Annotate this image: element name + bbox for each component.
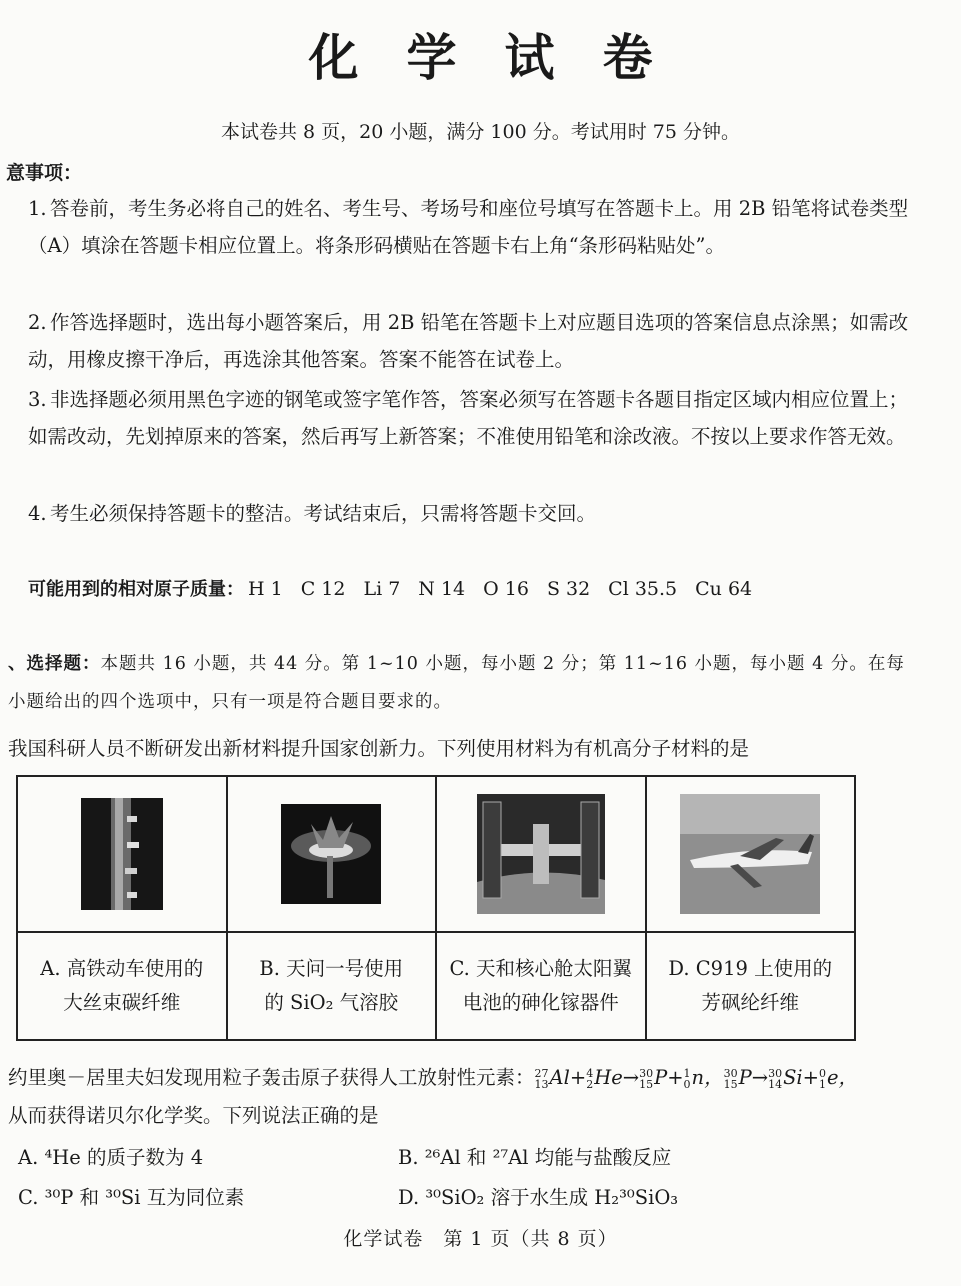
aerogel-flame-photo <box>281 804 381 904</box>
mass-li: Li 7 <box>363 578 401 600</box>
notice-item-3: 3. 非选择题必须用黑色字迹的钢笔或签字笔作答，答案必须写在答题卡各题目指定区域内相应位置上；如需改动，先划掉原来的答案，然后再写上新答案；不准使用铅笔和涂改液。不按以上要求作答无效。 <box>28 388 909 448</box>
atomic-masses-label: 可能用到的相对原子质量： <box>28 579 244 600</box>
nuclear-equation: 27 13 Al+ 4 2 He→ 30 15 P+ 1 0 n， 30 15 P→ 30 14 Si+ 0 1 e， <box>534 1066 859 1091</box>
question-2-stem-cont: 从而获得诺贝尔化学奖。下列说法正确的是 <box>8 1104 379 1127</box>
section-text: 本题共 16 小题，共 44 分。第 1~10 小题，每小题 2 分；第 11~16 小题，每小题 4 分。在每小题给出的四个选项中，只有一项是符合题目要求的。 <box>8 654 905 712</box>
mass-n: N 14 <box>418 578 466 600</box>
option-a: A. 高铁动车使用的 大丝束碳纤维 <box>17 932 227 1040</box>
page-footer: 化学试卷 第 1 页（共 8 页） <box>343 1228 618 1250</box>
section-label: 、选择题： <box>8 654 101 674</box>
question-2-option-c: C. ³⁰P 和 ³⁰Si 互为同位素 <box>18 1186 245 1209</box>
notice-item-2: 2. 作答选择题时，选出每小题答案后，用 2B 铅笔在答题卡上对应题目选项的答案信息点涂黑；如需改动，用橡皮擦干净后，再选涂其他答案。答案不能答在试卷上。 <box>28 311 909 371</box>
mass-o: O 16 <box>483 578 529 600</box>
option-b: B. 天问一号使用 的 SiO₂ 气溶胶 <box>227 932 437 1040</box>
option-c: C. 天和核心舱太阳翼 电池的砷化镓器件 <box>436 932 646 1040</box>
section-header <box>8 645 920 721</box>
mass-h: H 1 <box>248 578 283 600</box>
option-a-image-cell <box>17 776 227 932</box>
mass-s: S 32 <box>546 578 591 600</box>
notice-heading: 意事项： <box>6 162 83 184</box>
c919-airplane-photo <box>680 794 820 914</box>
question-2-option-d: D. ³⁰SiO₂ 溶于水生成 H₂³⁰SiO₃ <box>398 1186 679 1209</box>
notice-item-1: 1. 答卷前，考生务必将自己的姓名、考生号、考场号和座位号填写在答题卡上。用 2B 铅笔将试卷类型（A）填涂在答题卡相应位置上。将条形码横贴在答题卡右上角“条形码粘贴处”。 <box>28 197 909 257</box>
page-title: 化学试卷 <box>308 29 701 87</box>
option-c-image-cell <box>436 776 646 932</box>
mass-cu: Cu 64 <box>695 578 753 600</box>
question-1-options-table <box>16 775 856 1041</box>
option-b-image-cell <box>227 776 437 932</box>
atomic-masses <box>28 575 752 601</box>
question-2-stem: 约里奥－居里夫妇发现用粒子轰击原子获得人工放射性元素： 27 13 Al+ 4 2 He→ 30 15 P+ 1 0 n， 30 15 P→ 30 14 Si+ 0 1 e， <box>8 1066 859 1091</box>
notice-item-4: 4. 考生必须保持答题卡的整洁。考试结束后，只需将答题卡交回。 <box>28 502 597 525</box>
carbon-fiber-photo <box>81 798 163 910</box>
mass-cl: Cl 35.5 <box>608 578 678 600</box>
question-2-option-b: B. ²⁶Al 和 ²⁷Al 均能与盐酸反应 <box>398 1146 672 1169</box>
option-d: D. C919 上使用的 芳砜纶纤维 <box>646 932 856 1040</box>
question-1-stem: 我国科研人员不断研发出新材料提升国家创新力。下列使用材料为有机高分子材料的是 <box>8 737 750 760</box>
space-station-photo <box>477 794 605 914</box>
exam-info: 本试卷共 8 页，20 小题，满分 100 分。考试用时 75 分钟。 <box>221 121 740 143</box>
question-2-option-a: A. ⁴He 的质子数为 4 <box>18 1146 204 1169</box>
mass-c: C 12 <box>300 578 346 600</box>
option-d-image-cell <box>646 776 856 932</box>
